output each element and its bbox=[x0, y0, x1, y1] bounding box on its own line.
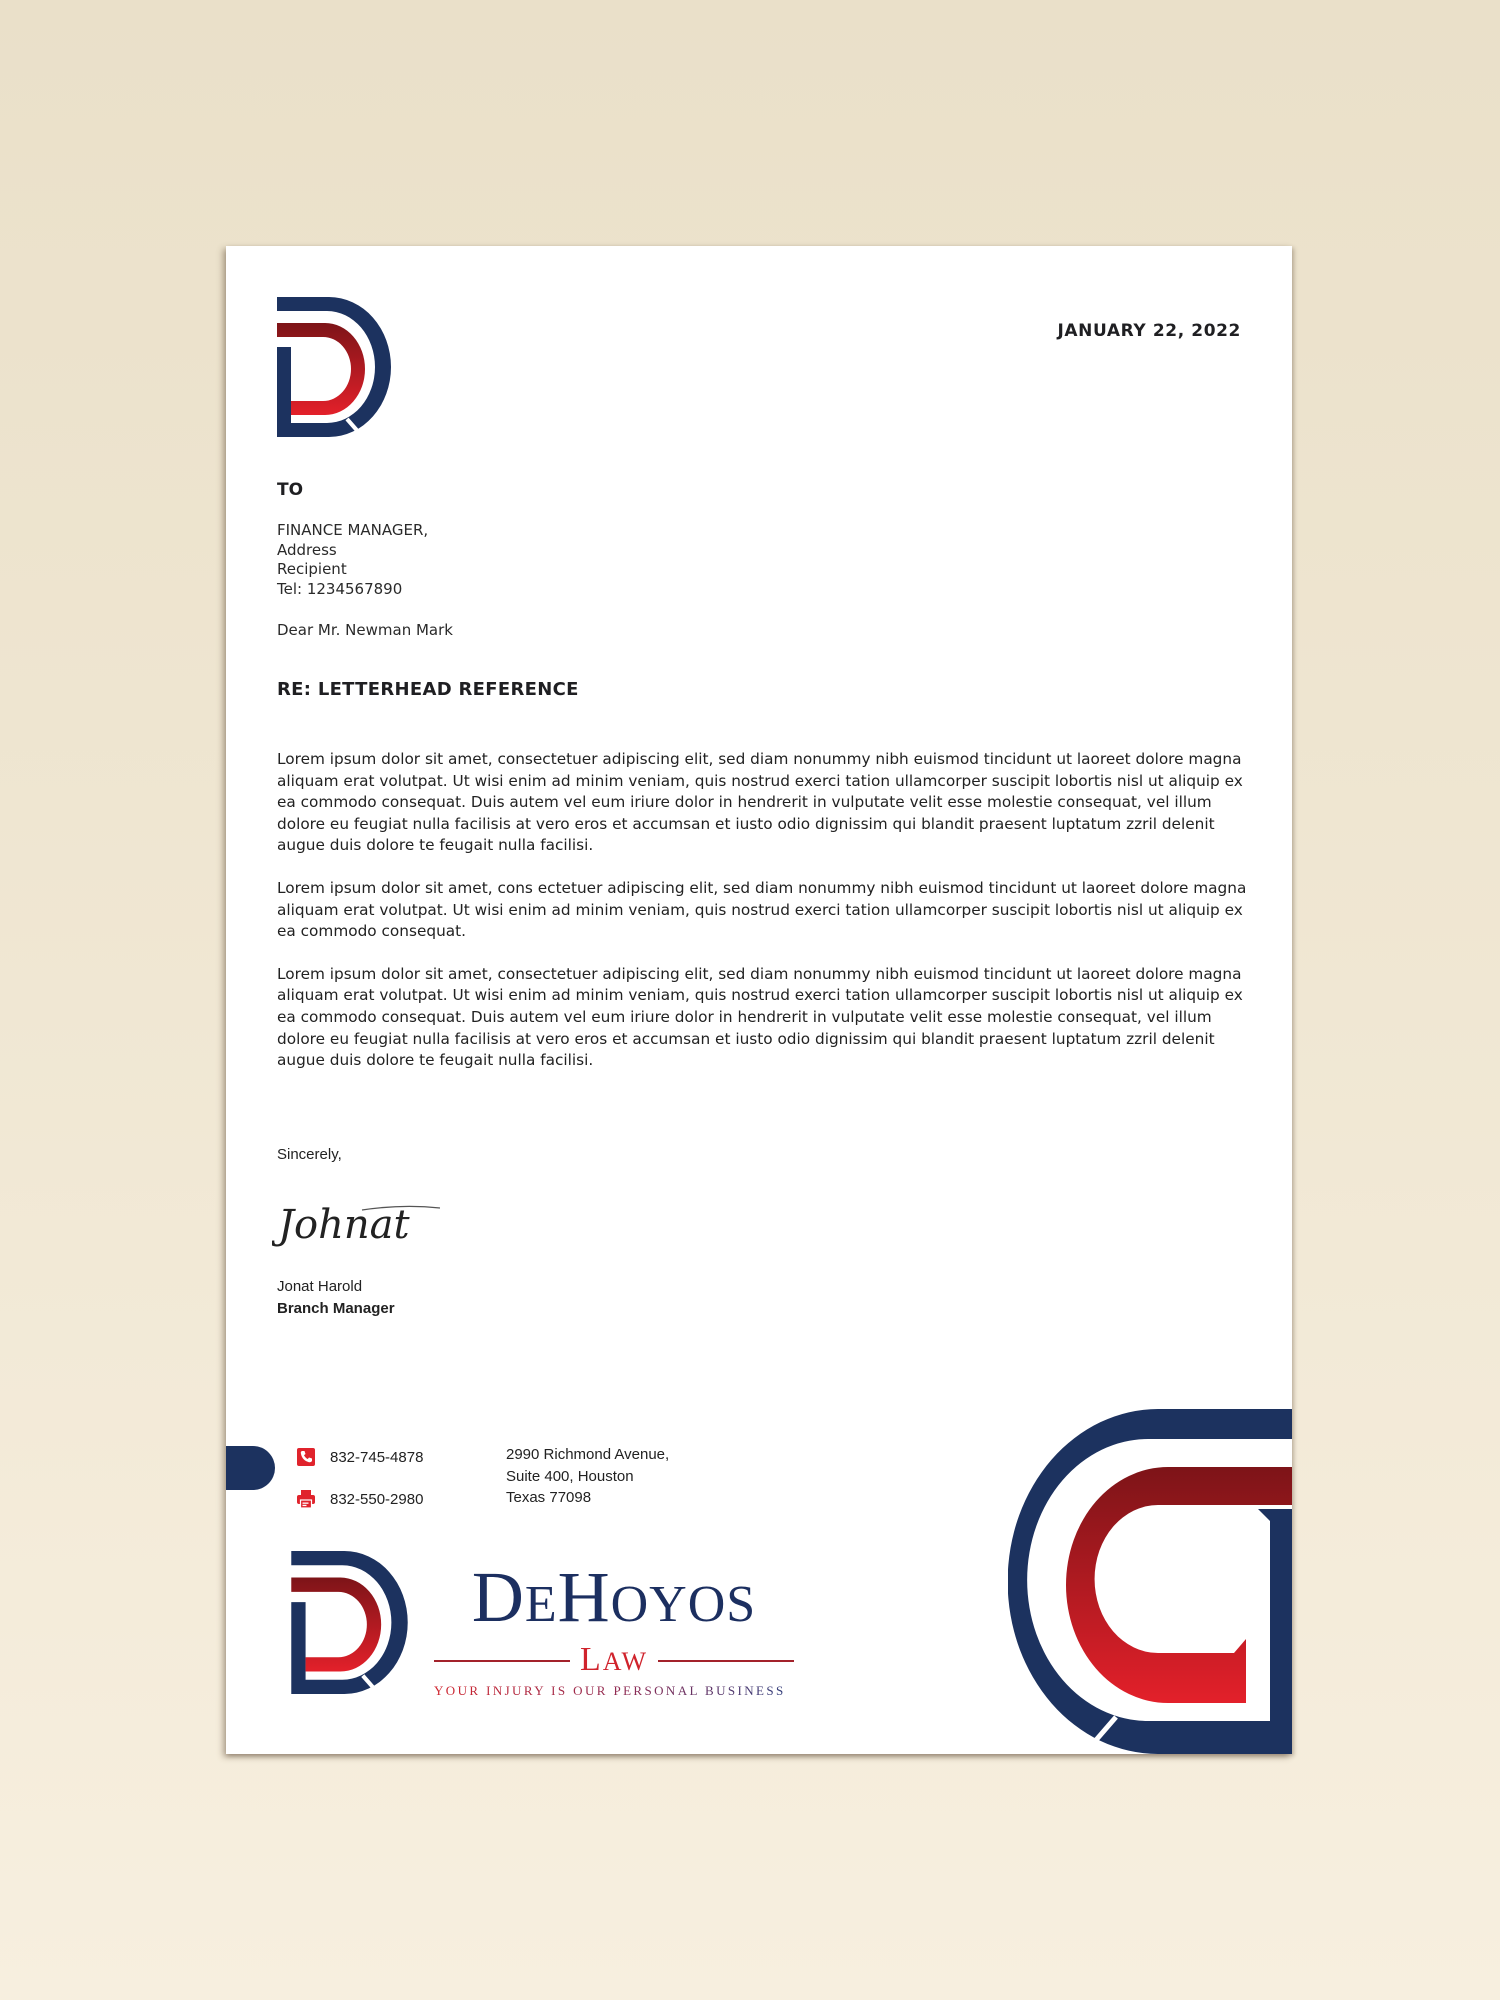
subject-line: RE: LETTERHEAD REFERENCE bbox=[277, 679, 579, 700]
address-block bbox=[506, 1444, 669, 1509]
brand-name-part: H bbox=[557, 1557, 611, 1637]
contact-fax bbox=[296, 1489, 423, 1509]
fax-number: 832-550-2980 bbox=[330, 1490, 424, 1508]
body-paragraph: Lorem ipsum dolor sit amet, cons ectetuer adipiscing elit, sed diam nonummy nibh euismod tincidunt ut laoreet dolore magna aliquam erat volutpat. Ut wisi enim ad minim veniam, quis nostrud exerci tation ullamcorper suscipit lobortis nisl ut aliquip ex ea commodo consequat. bbox=[277, 878, 1247, 941]
phone-number: 832-745-4878 bbox=[330, 1448, 424, 1466]
brand-name-part: D bbox=[471, 1557, 525, 1637]
brand-law-part: AW bbox=[602, 1647, 649, 1676]
address-line-2: Suite 400, Houston bbox=[506, 1467, 634, 1485]
recipient-title: FINANCE MANAGER, bbox=[277, 521, 429, 539]
signer-block bbox=[277, 1276, 395, 1319]
body-paragraph: Lorem ipsum dolor sit amet, consectetuer adipiscing elit, sed diam nonummy nibh euismod tincidunt ut laoreet dolore magna aliquam erat volutpat. Ut wisi enim ad minim veniam, quis nostrud exerci tation ullamcorper suscipit lobortis nisl ut aliquip ex ea commodo consequat. Duis autem vel eum iriure dolor in hendrerit in vulputate velit esse molestie consequat, vel illum dolore eu feugiat nulla facilisis at vero eros et accumsan et iusto odio dignissim qui blandit praesent luptatum zzril delenit augue duis dolore te feugait nulla facilisi. bbox=[277, 964, 1243, 1070]
brand-name bbox=[434, 1557, 794, 1641]
recipient-address: Address bbox=[277, 540, 337, 559]
dehoyos-d-logo-icon bbox=[277, 297, 391, 437]
letter-body bbox=[277, 749, 1247, 1093]
fax-icon bbox=[296, 1489, 316, 1509]
letter-date: JANUARY 22, 2022 bbox=[1057, 321, 1241, 341]
recipient-name: Recipient bbox=[277, 560, 347, 578]
footer-tab-decoration bbox=[226, 1446, 275, 1490]
salutation: Dear Mr. Newman Mark bbox=[277, 621, 453, 639]
contact-phone bbox=[296, 1447, 423, 1467]
phone-icon bbox=[296, 1447, 316, 1467]
dehoyos-d-logo-footer-icon bbox=[291, 1551, 408, 1694]
brand-name-part: OYOS bbox=[610, 1576, 757, 1633]
body-paragraph: Lorem ipsum dolor sit amet, consectetuer adipiscing elit, sed diam nonummy nibh euismod tincidunt ut laoreet dolore magna aliquam erat volutpat. Ut wisi enim ad minim veniam, quis nostrud exerci tation ullamcorper suscipit lobortis nisl ut aliquip ex ea commodo consequat. Duis autem vel eum iriure dolor in hendrerit in vulputate velit esse molestie consequat, vel illum dolore eu feugiat nulla facilisis at vero eros et accumsan et iusto odio dignissim qui blandit praesent luptatum zzril delenit augue duis dolore te feugait nulla facilisi. bbox=[277, 750, 1243, 855]
recipient-tel: Tel: 1234567890 bbox=[277, 579, 403, 598]
signature-text: Johnat bbox=[278, 1202, 410, 1248]
letterhead-page bbox=[226, 246, 1292, 1754]
address-line-1: 2990 Richmond Avenue, bbox=[506, 1446, 670, 1463]
brand-name-part: E bbox=[524, 1576, 558, 1633]
signature bbox=[272, 1182, 442, 1262]
signer-name: Jonat Harold bbox=[277, 1278, 363, 1295]
to-label: TO bbox=[277, 480, 304, 500]
brand-tagline: YOUR INJURY IS OUR PERSONAL BUSINESS bbox=[434, 1683, 794, 1699]
corner-monogram-decoration-icon bbox=[1008, 1409, 1292, 1754]
address-line-3: Texas 77098 bbox=[506, 1489, 592, 1506]
closing: Sincerely, bbox=[277, 1146, 342, 1163]
divider bbox=[434, 1660, 570, 1662]
brand-law bbox=[580, 1643, 648, 1679]
brand-wordmark bbox=[434, 1557, 794, 1699]
brand-law-part: L bbox=[580, 1641, 603, 1678]
recipient-block bbox=[277, 521, 428, 599]
brand-law-row bbox=[434, 1643, 794, 1679]
signer-title: Branch Manager bbox=[277, 1299, 395, 1317]
divider bbox=[658, 1660, 794, 1662]
